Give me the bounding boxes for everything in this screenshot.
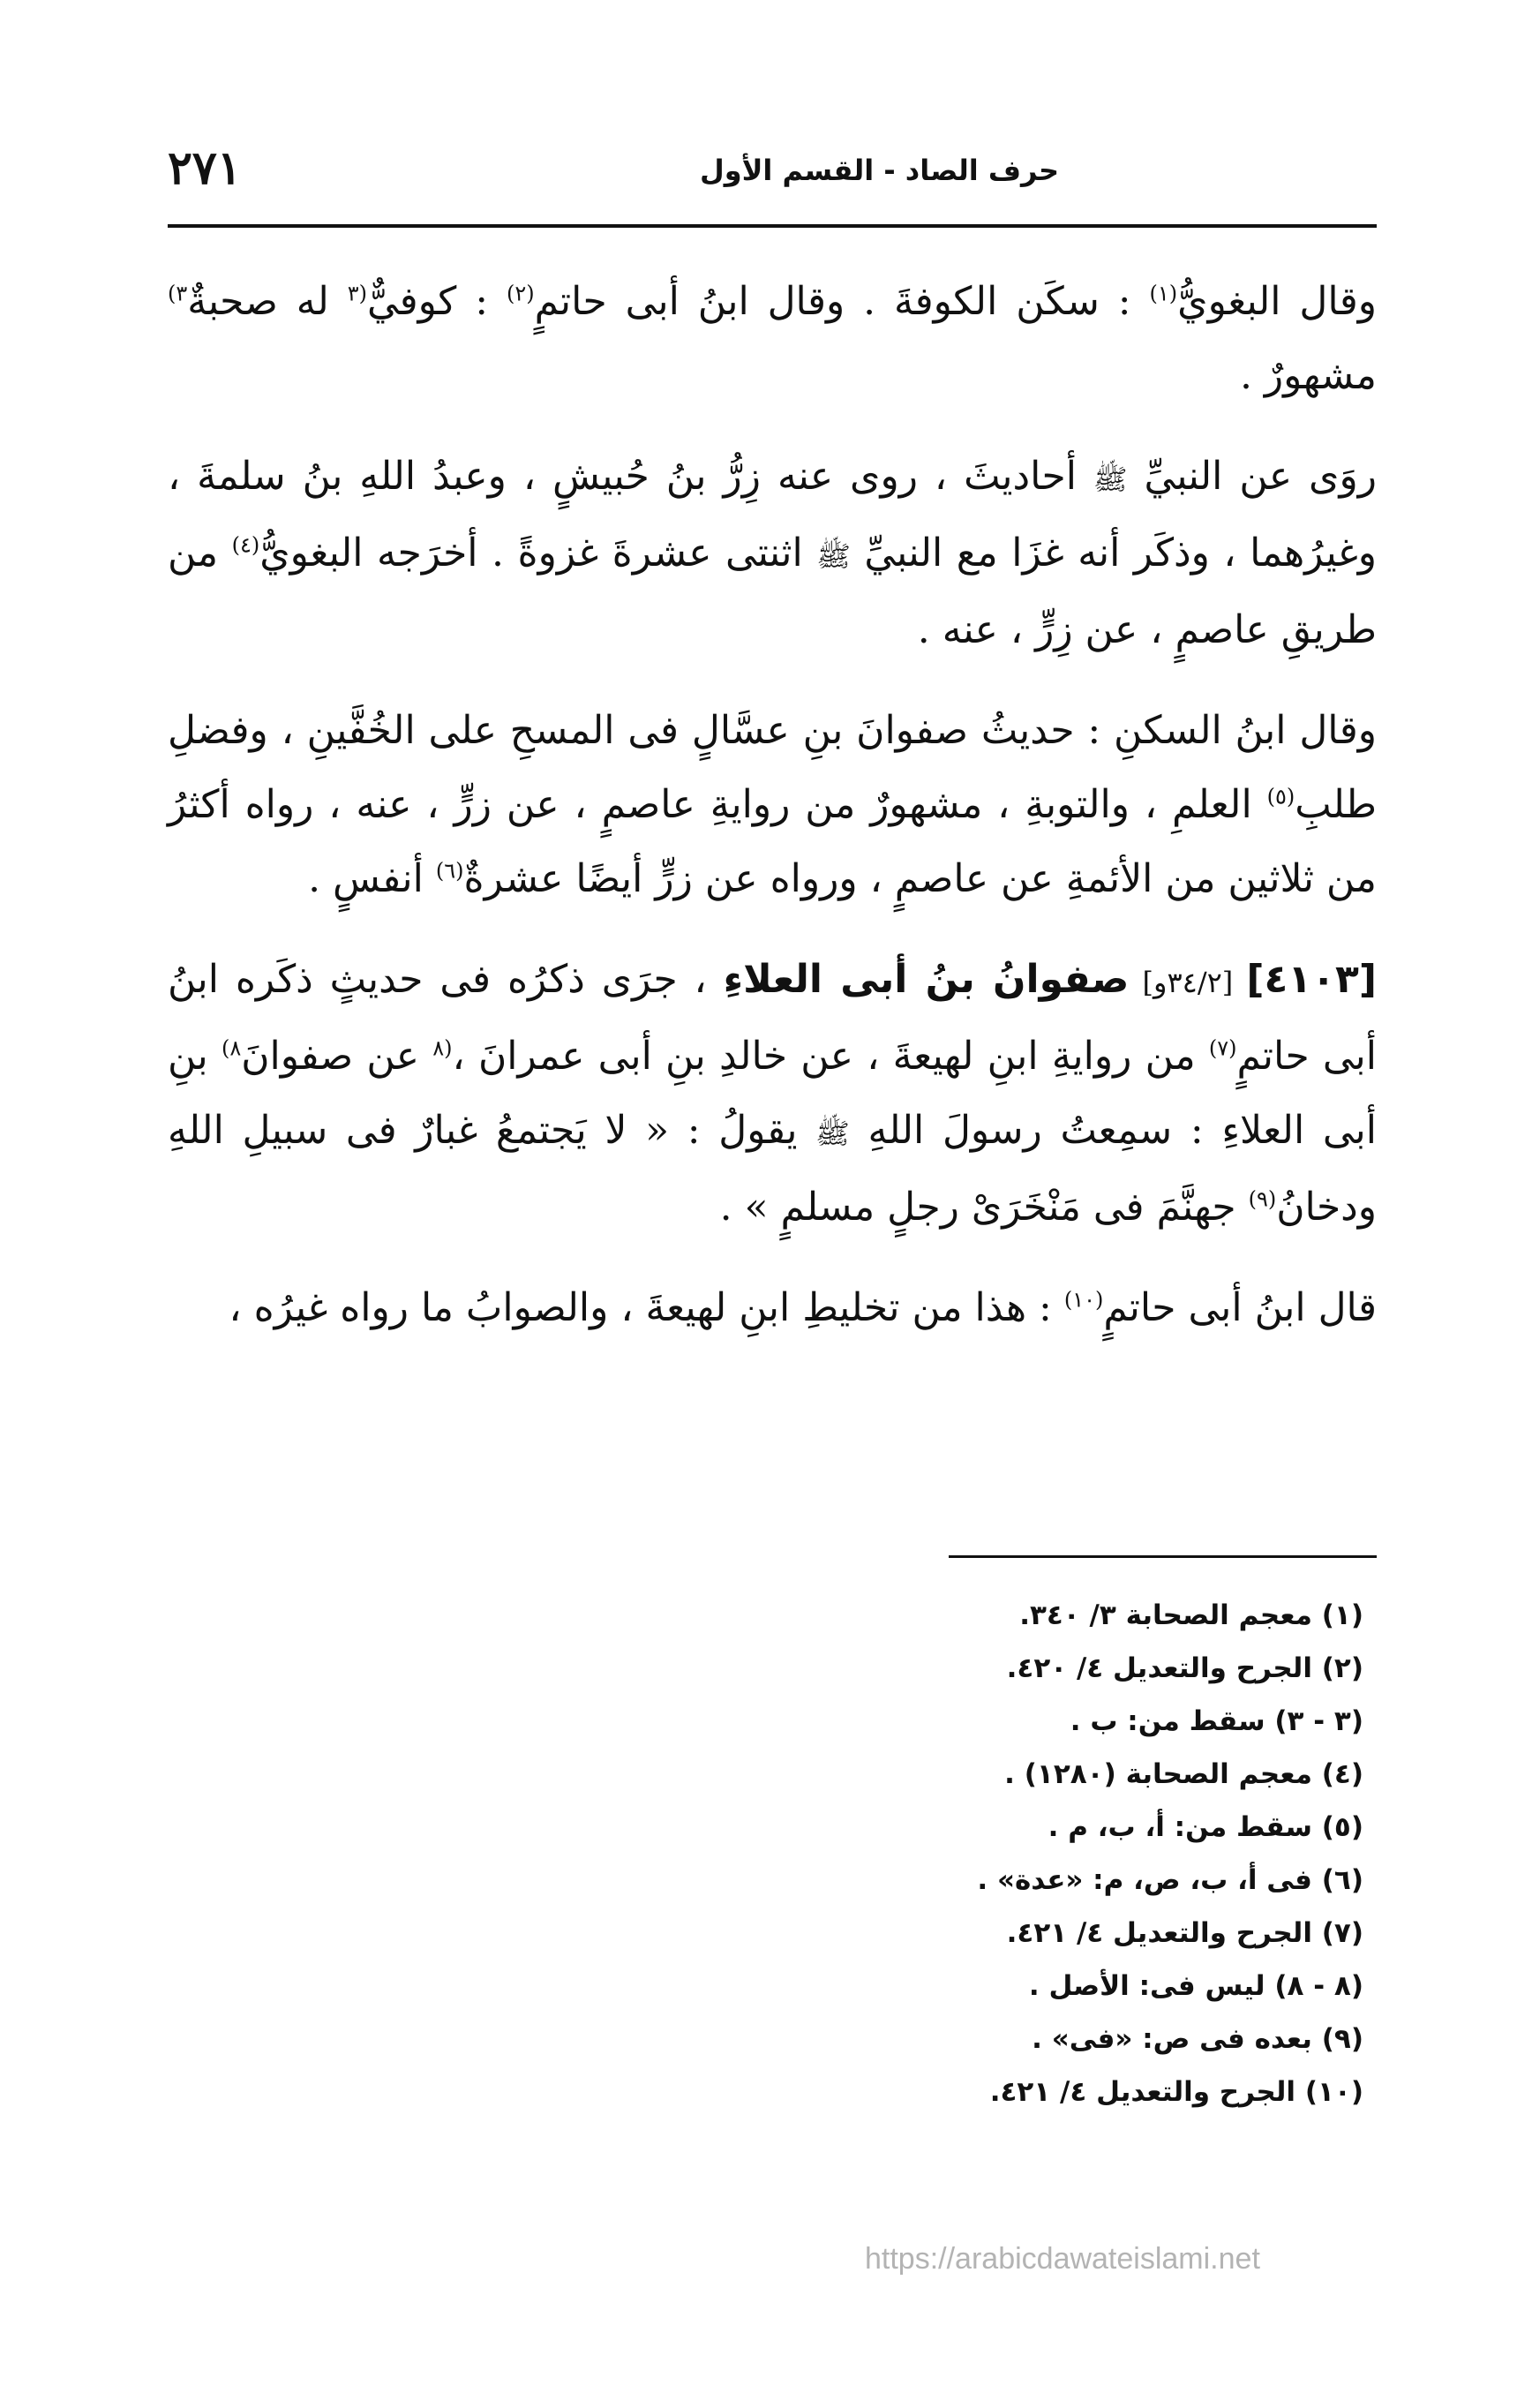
footnote-marker: (٦) <box>435 858 464 884</box>
text-run: مشهورٌ . <box>1239 353 1377 398</box>
footnote: (٧) الجرح والتعديل ٤/ ٤٢١. <box>1006 1917 1363 1949</box>
footnote: (٨ - ٨) ليس فى: الأصل . <box>1028 1970 1363 2002</box>
footnote: (٣ - ٣) سقط من: ب . <box>1070 1705 1363 1737</box>
footnote: (٢) الجرح والتعديل ٤/ ٤٢٠. <box>1006 1652 1363 1684</box>
footnote-marker: (٢) <box>506 281 535 306</box>
footnotes <box>168 1589 1377 2118</box>
footnote-marker: (٩) <box>1248 1186 1277 1212</box>
footnote-marker: ٣) <box>168 281 188 306</box>
footnote-marker: (٤) <box>231 532 260 558</box>
footnote: (١٠) الجرح والتعديل ٤/ ٤٢١. <box>989 2076 1363 2108</box>
watermark-url: https://arabicdawateislami.net <box>865 2242 1260 2276</box>
entry-name: صفوانُ بنُ أبى العلاءِ <box>723 957 1130 1002</box>
text-run: يقولُ : « لا يَجتمعُ غبارٌ فى سبيلِ اللهِ ودخانُ <box>168 1108 1377 1230</box>
paragraph <box>168 440 1377 667</box>
footnote-marker: (٥) <box>1266 784 1295 809</box>
page-number: ٢٧١ <box>168 141 242 195</box>
text-run: روَى عن النبيِّ <box>1127 454 1377 499</box>
text-run: من طريقِ عاصمٍ ، عن زِرٍّ ، عنه . <box>168 531 1377 652</box>
salla-ligature: ﷺ <box>815 1117 850 1150</box>
main-text <box>168 265 1377 1372</box>
manuscript-ref: [٣٤/٢و] <box>1129 966 1247 999</box>
footnote: (٦) فى أ، ب، ص، م: «عدة» . <box>977 1864 1363 1896</box>
footnote-marker: (٨ <box>432 1035 453 1061</box>
text-run: بنِ أبى العلاءِ : سمِعتُ رسولَ اللهِ <box>168 1034 1377 1153</box>
footnote-marker: (٣ <box>347 281 367 306</box>
footnote-marker: (٧) <box>1208 1035 1237 1061</box>
running-title: حرف الصاد - القسم الأول <box>699 154 1059 187</box>
page-header <box>168 141 1377 203</box>
entry-number: [٤١٠٣] <box>1246 957 1378 1002</box>
footnote-rule <box>949 1555 1377 1558</box>
footnote: (٩) بعده فى ص: «فى» . <box>1032 2023 1363 2055</box>
paragraph <box>168 1271 1377 1345</box>
footnote-marker: ٨) <box>221 1035 242 1061</box>
text-run: : كوفيٌّ <box>366 279 507 324</box>
text-run: له صحبةٌ <box>187 279 348 324</box>
footnote: (٥) سقط من: أ، ب، م . <box>1048 1811 1363 1843</box>
text-run: : سكَن الكوفةَ . وقال ابنُ أبى حاتمٍ <box>534 279 1150 324</box>
footnote: (١) معجم الصحابة ٣/ ٣٤٠. <box>1019 1599 1363 1631</box>
text-run: أنفسٍ . <box>308 856 436 901</box>
text-run: ، جرَى ذكرُه فى حديثٍ ذكَره ابنُ أبى حاتمٍ <box>168 957 1378 1079</box>
text-run: وقال ابنُ السكنِ : حديثُ صفوانَ بنِ عسَّالٍ فى المسحِ على الخُفَّينِ ، وفضلِ طلبِ <box>168 708 1377 827</box>
text-run: من روايةِ ابنِ لهيعةَ ، عن خالدِ بنِ أبى عمرانَ ، <box>452 1034 1209 1079</box>
paragraph <box>168 694 1377 916</box>
footnote-marker: (١٠) <box>1063 1287 1104 1313</box>
text-run: جهنَّمَ فى مَنْخَرَىْ رجلٍ مسلمٍ » . <box>719 1185 1249 1230</box>
entry-paragraph <box>168 943 1377 1245</box>
footnote-marker: (١) <box>1149 281 1178 306</box>
footnote: (٤) معجم الصحابة (١٢٨٠) . <box>1004 1758 1363 1790</box>
text-run: اثنتى عشرةَ غزوةً . أخرَجه البغويُّ <box>259 531 817 576</box>
header-rule <box>168 224 1377 228</box>
text-run: وقال البغويُّ <box>1177 279 1378 324</box>
text-run: قال ابنُ أبى حاتمٍ <box>1103 1285 1377 1330</box>
salla-ligature: ﷺ <box>1093 463 1128 496</box>
text-run: : هذا من تخليطِ ابنِ لهيعةَ ، والصوابُ ما رواه غيرُه ، <box>229 1285 1064 1330</box>
text-run: عن صفوانَ <box>241 1034 433 1079</box>
text-run: العلمِ ، والتوبةِ ، مشهورٌ من روايةِ عاصمٍ ، عن زرٍّ ، عنه ، رواه أكثرُ من ثلاثين من الأئمةِ عن عاصمٍ ، ورواه عن زرٍّ أيضًا عشرةٌ <box>168 782 1377 901</box>
text-run: أحاديثَ ، روى عنه زِرُّ بنُ حُبيشٍ ، وعبدُ اللهِ بنُ سلمةَ ، وغيرُهما ، وذكَر أنه غزَا مع النبيِّ <box>168 454 1377 576</box>
paragraph <box>168 265 1377 413</box>
salla-ligature: ﷺ <box>816 539 851 573</box>
